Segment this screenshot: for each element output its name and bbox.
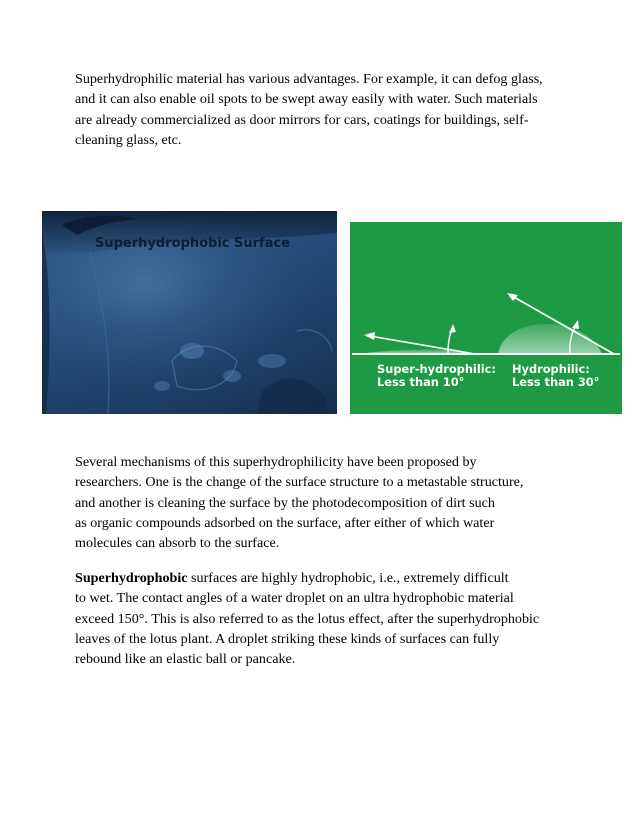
text-line [75, 568, 575, 588]
text-line: molecules can absorb to the surface. [75, 535, 280, 552]
text-line: leaves of the lotus plant. A droplet striking these kinds of surfaces can fully [75, 630, 500, 647]
text-line: rebound like an elastic ball or pancake. [75, 651, 296, 668]
super-hydrophilic-value: Less than 10° [377, 375, 465, 389]
text-line: Superhydrophilic material has various advantages. For example, it can defog glass, [75, 71, 543, 87]
hydrophilic-value: Less than 30° [512, 375, 600, 389]
intro-paragraph [75, 69, 575, 150]
contact-angle-diagram [350, 222, 622, 414]
text-line: exceed 150°. This is also referred to as the lotus effect, after the superhydrophobic [75, 610, 540, 627]
figure-caption: Superhydrophobic Surface [95, 236, 290, 251]
text-line: and it can also enable oil spots to be swept away easily with water. Such materials [75, 91, 538, 108]
text-fragment: surfaces are highly hydrophobic, i.e., extremely difficult [187, 570, 509, 586]
text-line: and another is cleaning the surface by the photodecomposition of dirt such [75, 494, 495, 511]
text-line: as organic compounds adsorbed on the surface, after either of which water [75, 514, 495, 531]
super-hydrophilic-title: Super-hydrophilic: [377, 362, 496, 376]
text-line: are already commercialized as door mirrors for cars, coatings for buildings, self- [75, 111, 529, 128]
text-line: cleaning glass, etc. [75, 131, 182, 148]
text-line: Several mechanisms of this superhydrophilicity have been proposed by [75, 454, 477, 470]
hydrophilic-label [512, 363, 599, 389]
superhydrophobic-paragraph [75, 568, 575, 669]
superhydrophobic-car-photo [42, 211, 337, 414]
term-superhydrophobic: Superhydrophobic [75, 570, 188, 586]
mechanisms-paragraph [75, 452, 575, 553]
text-line: to wet. The contact angles of a water droplet on an ultra hydrophobic material [75, 590, 514, 607]
text-line: researchers. One is the change of the surface structure to a metastable structure, [75, 474, 524, 491]
super-hydrophilic-label [377, 363, 496, 389]
hydrophilic-title: Hydrophilic: [512, 362, 590, 376]
